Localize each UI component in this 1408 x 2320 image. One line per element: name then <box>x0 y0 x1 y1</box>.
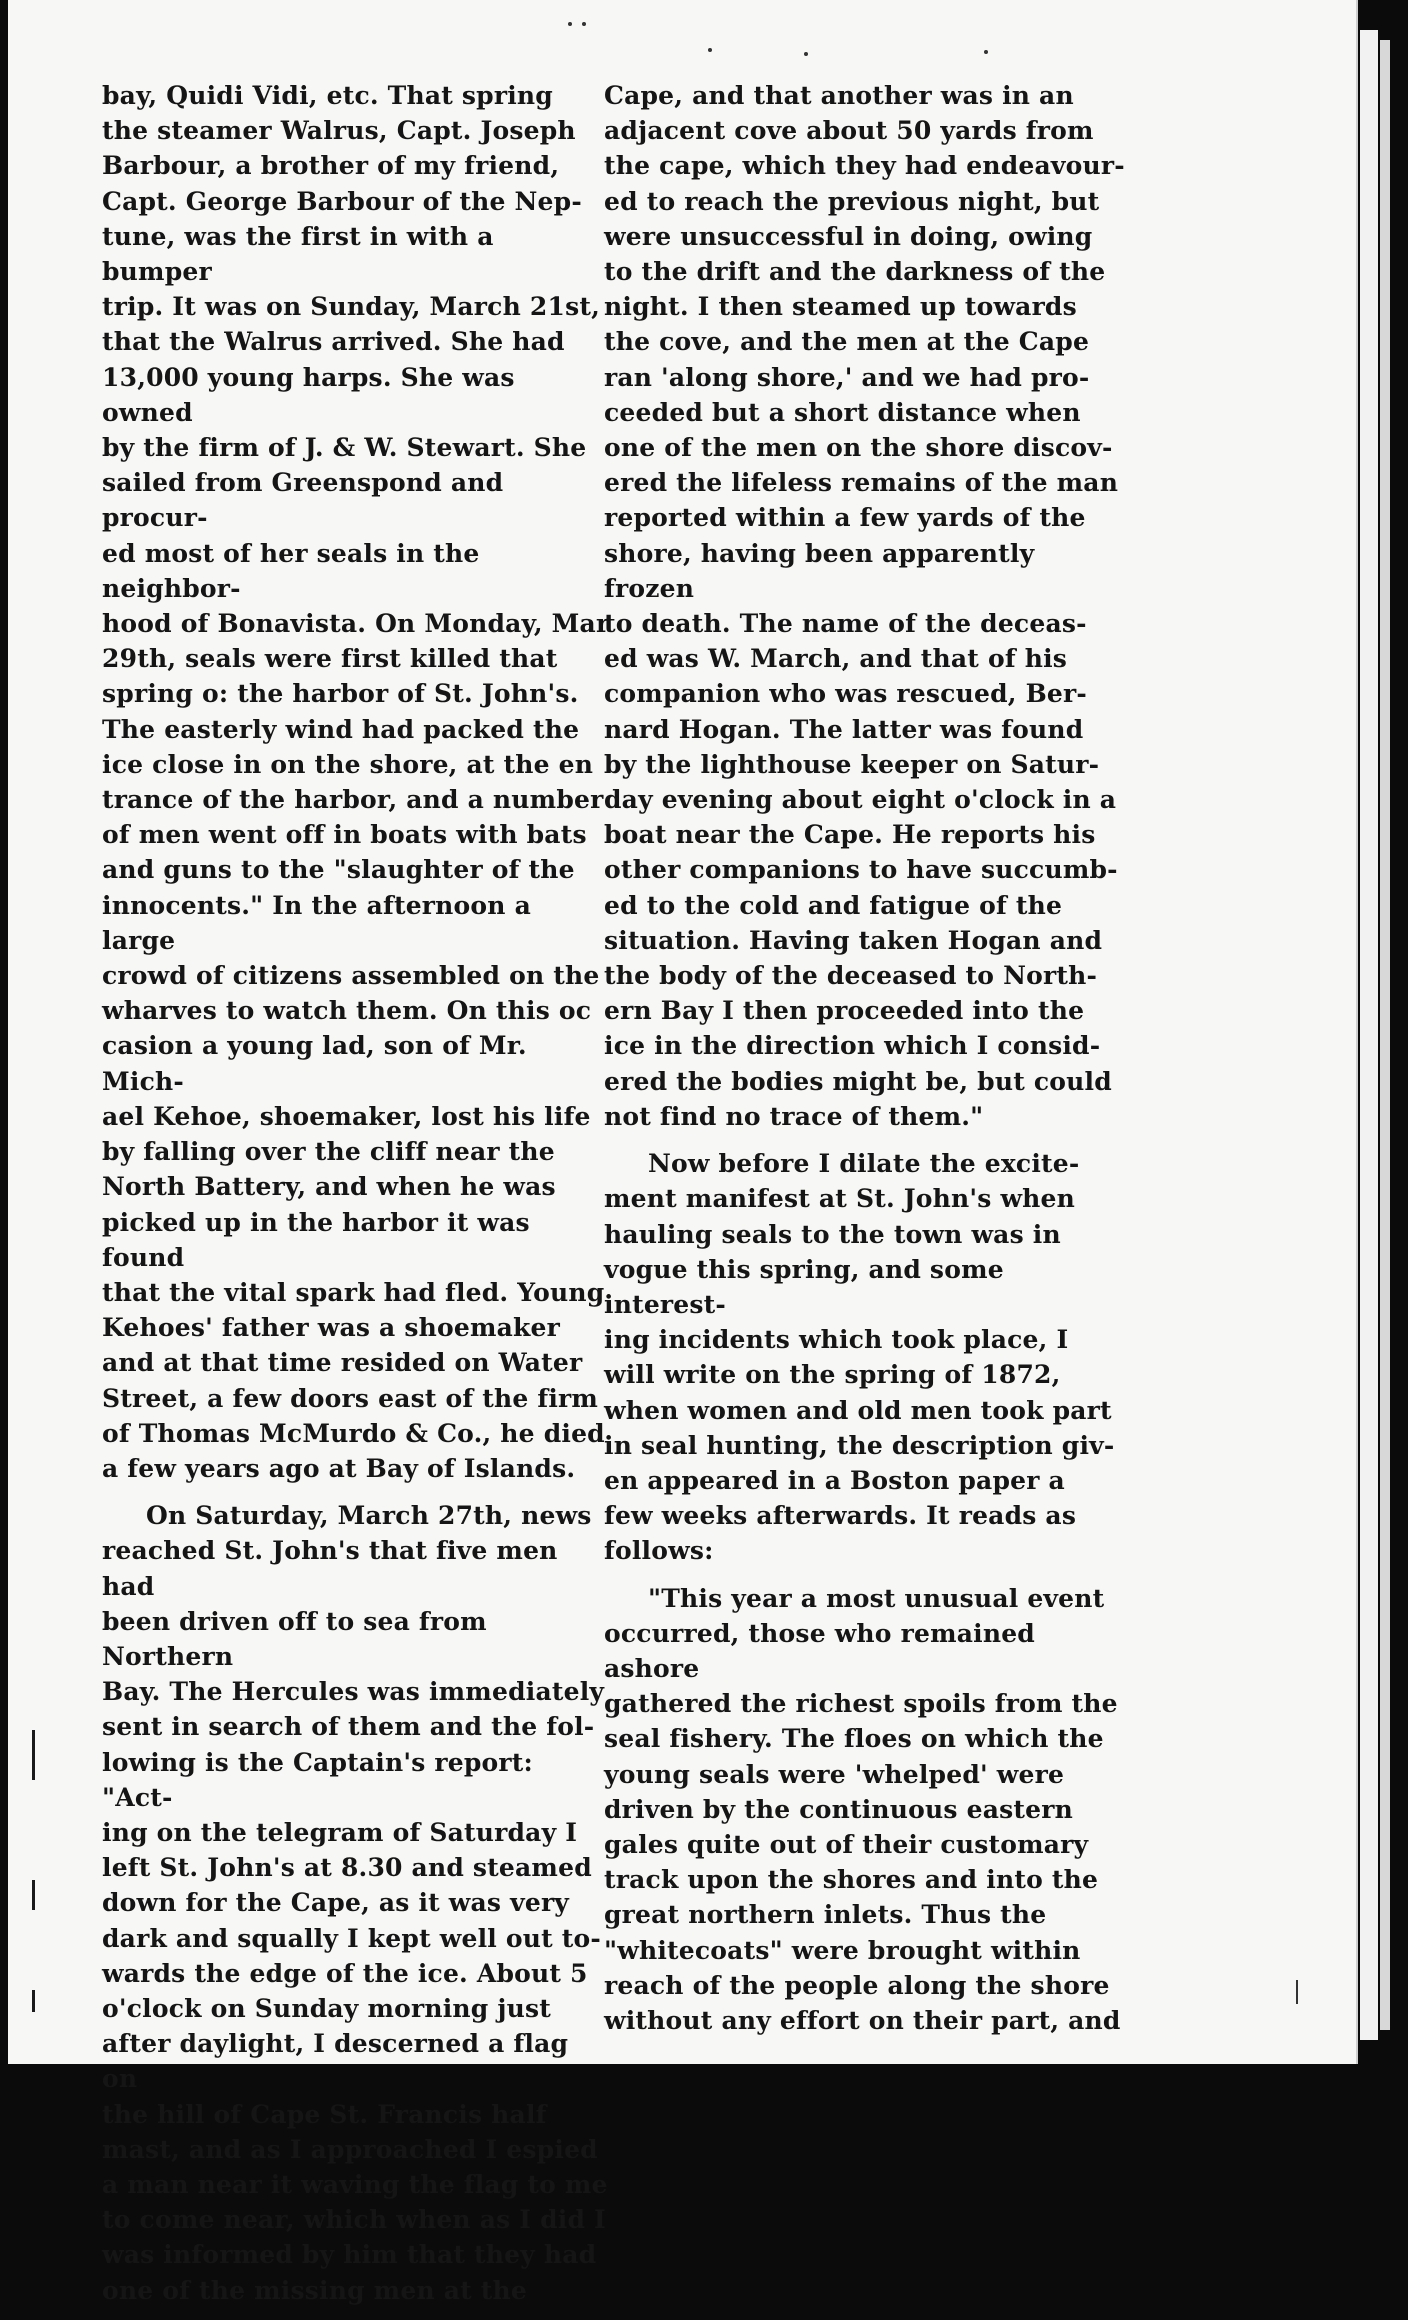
print-speck <box>568 22 572 26</box>
margin-mark <box>32 1730 35 1780</box>
paragraph-northern-bay: On Saturday, March 27th, news reached St. John's that five men had been driven off to sea from Northern Bay. The Hercules was immediately sent in search of them and the fol- lowing is the Captain's report: "Act- ing on the telegram of Saturday I left St. John's at 8.30 and steamed down for the Cape, as it was very dark and squally I kept well out to- wards the edge of the ice. About 5 o'clock on Sunday morning just after daylight, I descerned a flag on the hill of Cape St. Francis half mast, and as I approached I espied a man near it waving the flag to me to come near, which when as I did I was informed by him that they had one of the missing men at the <box>102 1501 608 2305</box>
paragraph-spring-1872: Now before I dilate the excite- ment manifest at St. John's when hauling seals to the town was in vogue this spring, and some interest- ing incidents which took place, I will write on the spring of 1872, when women and old men took part in seal hunting, the description giv- en appeared in a Boston paper a few weeks afterwards. It reads as follows: <box>604 1149 1115 1566</box>
print-speck <box>582 22 586 26</box>
paragraph-walrus: bay, Quidi Vidi, etc. That spring the steamer Walrus, Capt. Joseph Barbour, a brother of my friend, Capt. George Barbour of the Nep- tune, was the first in with a bumper trip. It was on Sunday, March 21st, that the Walrus arrived. She had 13,000 young harps. She was owned by the firm of J. & W. Stewart. She sailed from Greenspond and procur- ed most of her seals in the neighbor- hood of Bonavista. On Monday, Mar 29th, seals were first killed that spring o: the harbor of St. John's. The easterly wind had packed the ice close in on the shore, at the en trance of the harbor, and a number of men went off in boats with bats and guns to the "slaughter of the innocents." In the afternoon a large crowd of citizens assembled on the wharves to watch them. On this oc casion a young lad, son of Mr. Mich- ael Kehoe, shoemaker, lost his life by falling over the cliff near the North Battery, and when he was picked up in the harbor it was found that the vital spark had fled. Young Kehoes' father was a shoemaker and at that time resided on Water Street, a few doors east of the firm of Thomas McMurdo & Co., he died a few years ago at Bay of Islands. <box>102 81 610 1483</box>
print-speck <box>804 52 808 56</box>
left-column <box>102 78 612 2320</box>
margin-mark <box>32 1880 35 1910</box>
right-column <box>604 78 1132 2050</box>
page-edge-stack-back <box>1380 40 1390 2030</box>
page-edge-stack <box>1360 30 1378 2040</box>
print-speck <box>708 48 712 52</box>
paragraph-captains-report: Cape, and that another was in an adjacent cove about 50 yards from the cape, which they had endeavour- ed to reach the previous night, but were unsuccessful in doing, owing to the drift and the darkness of the night. I then steamed up towards the cove, and the men at the Cape ran 'along shore,' and we had pro- ceeded but a short distance when one of the men on the shore discov- ered the lifeless remains of the man reported within a few yards of the shore, having been apparently frozen to death. The name of the deceas- ed was W. March, and that of his companion who was rescued, Ber- nard Hogan. The latter was found by the lighthouse keeper on Satur- day evening about eight o'clock in a boat near the Cape. He reports his other companions to have succumb- ed to the cold and fatigue of the situation. Having taken Hogan and the body of the deceased to North- ern Bay I then proceeded into the ice in the direction which I consid- ered the bodies might be, but could not find no trace of them." <box>604 81 1125 1131</box>
margin-mark <box>1296 1980 1298 2004</box>
paragraph-boston-quote: "This year a most unusual event occurred, those who remained ashore gathered the richest spoils from the seal fishery. The floes on which the young seals were 'whelped' were driven by the continuous eastern gales quite out of their customary track upon the shores and into the great northern inlets. Thus the "whitecoats" were brought within reach of the people along the shore without any effort on their part, and <box>604 1583 1121 2035</box>
print-speck <box>984 50 988 54</box>
newspaper-page <box>8 0 1358 2305</box>
margin-mark <box>32 1990 35 2012</box>
